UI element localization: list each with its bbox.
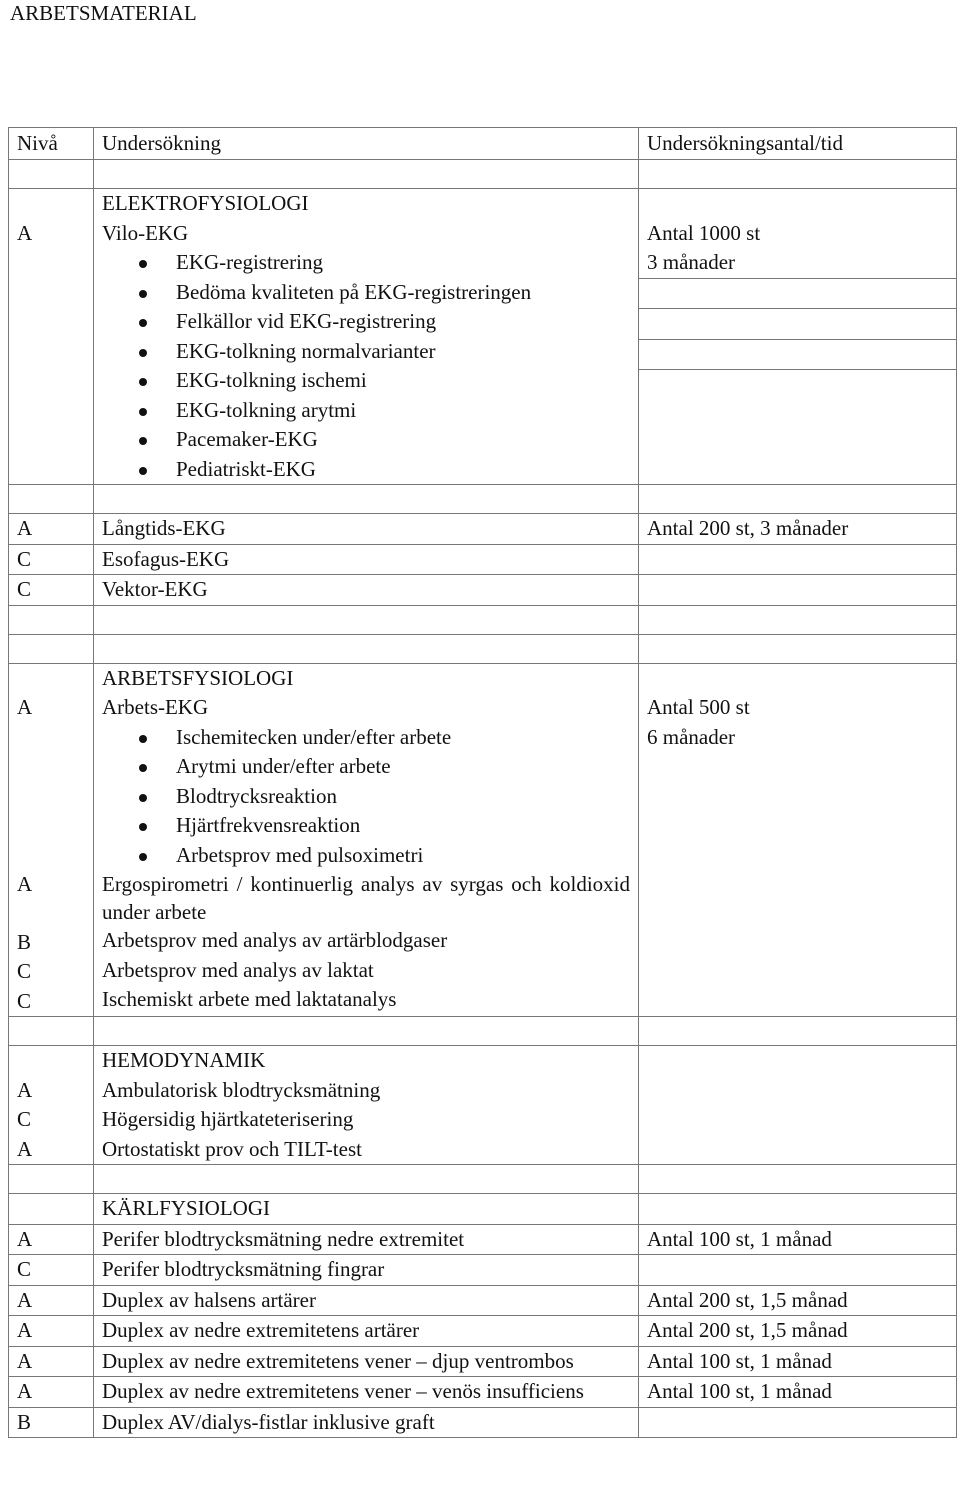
bullet-item: EKG-tolkning ischemi <box>102 366 638 396</box>
bullet-item: Felkällor vid EKG-registrering <box>102 307 638 337</box>
exam-name: Duplex av nedre extremitetens vener – djup ventrombos <box>102 1348 574 1373</box>
count-value: 6 månader <box>647 724 736 749</box>
bullet-item: Ischemitecken under/efter arbete <box>102 723 638 753</box>
level-value: A <box>17 1077 33 1102</box>
bullet-item: Pediatriskt-EKG <box>102 455 638 485</box>
level-value: A <box>17 1348 33 1373</box>
exam-name: Ortostatiskt prov och TILT-test <box>102 1136 362 1161</box>
table-row <box>9 1194 957 1225</box>
count-value: Antal 500 st <box>647 695 750 719</box>
bullet-item: Pacemaker-EKG <box>102 425 638 455</box>
level-value: B <box>17 1409 32 1434</box>
exam-name: Duplex av halsens artärer <box>102 1287 316 1312</box>
spacer-row <box>9 1165 957 1194</box>
header-count: Undersökningsantal/tid <box>639 128 957 160</box>
spacer-row <box>9 160 957 189</box>
level-value: C <box>17 988 32 1013</box>
level-value: B <box>17 929 32 954</box>
level-value: A <box>17 872 33 896</box>
table-row <box>9 189 957 485</box>
bullet-item: EKG-tolkning arytmi <box>102 396 638 426</box>
level-value: C <box>17 577 32 601</box>
level-cell <box>9 1046 94 1165</box>
level-value: C <box>17 1107 32 1131</box>
count-value: 3 månader <box>647 250 736 274</box>
count-value: Antal 200 st, 1,5 månad <box>647 1287 848 1312</box>
level-value: A <box>17 1226 33 1251</box>
table-row <box>9 1407 957 1438</box>
exam-cell <box>94 189 639 485</box>
bullet-item: Bedöma kvaliteten på EKG-registreringen <box>102 278 638 308</box>
exam-name: Duplex av nedre extremitetens vener – venös insufficiens <box>102 1379 584 1403</box>
count-cell <box>639 663 957 1017</box>
exam-name: Arbetsprov med analys av laktat <box>102 957 374 982</box>
table-row <box>9 1285 957 1316</box>
level-value: C <box>17 1257 32 1281</box>
spacer-row <box>9 485 957 514</box>
spacer-row <box>9 605 957 634</box>
bullet-item: Blodtrycksreaktion <box>102 782 638 812</box>
exam-name: Ergospirometri / kontinuerlig analys av syrgas och koldioxid under arbete <box>102 872 630 924</box>
bullet-item: Hjärtfrekvensreaktion <box>102 811 638 841</box>
level-value: A <box>17 1379 33 1403</box>
bullet-item: Arytmi under/efter arbete <box>102 752 638 782</box>
exam-name: Vilo-EKG <box>102 220 189 245</box>
table-row <box>9 1346 957 1377</box>
level-value: A <box>17 516 33 540</box>
count-value: Antal 100 st, 1 månad <box>647 1379 832 1403</box>
exam-name: Perifer blodtrycksmätning nedre extremitet <box>102 1226 465 1251</box>
table-row <box>9 1255 957 1286</box>
exam-name: Perifer blodtrycksmätning fingrar <box>102 1257 385 1281</box>
exam-name: Ischemiskt arbete med laktatanalys <box>102 987 397 1011</box>
count-value: Antal 100 st, 1 månad <box>647 1348 832 1373</box>
exam-name: Duplex AV/dialys-fistlar inklusive graft <box>102 1409 435 1434</box>
section-heading-arbetsfysiologi: ARBETSFYSIOLOGI <box>102 665 294 690</box>
header-level: Nivå <box>9 128 94 160</box>
header-exam: Undersökning <box>94 128 639 160</box>
count-cell <box>639 1046 957 1165</box>
spacer-row <box>9 1017 957 1046</box>
exam-name: Högersidig hjärtkateterisering <box>102 1107 354 1131</box>
exam-name: Långtids-EKG <box>102 516 226 540</box>
count-value: Antal 200 st, 1,5 månad <box>647 1318 848 1342</box>
table-row <box>9 514 957 545</box>
bullet-item: EKG-registrering <box>102 248 638 278</box>
level-cell <box>9 189 94 485</box>
exam-cell <box>94 663 639 1017</box>
bullet-item: Arbetsprov med pulsoximetri <box>102 841 638 871</box>
exam-name: Vektor-EKG <box>102 577 208 601</box>
level-value: A <box>17 220 33 245</box>
exam-name: Ambulatorisk blodtrycksmätning <box>102 1077 381 1102</box>
examination-table <box>8 127 957 1438</box>
level-value: A <box>17 695 33 719</box>
count-cell <box>639 189 957 485</box>
section-heading-hemodynamik: HEMODYNAMIK <box>102 1048 266 1072</box>
document-title: ARBETSMATERIAL <box>10 1 197 25</box>
count-value: Antal 1000 st <box>647 220 761 245</box>
table-row <box>9 1377 957 1408</box>
level-value: C <box>17 959 32 983</box>
exam-name: Duplex av nedre extremitetens artärer <box>102 1318 420 1342</box>
count-value: Antal 200 st, 3 månader <box>647 516 849 540</box>
section-heading-elektrofysiologi: ELEKTROFYSIOLOGI <box>102 191 309 215</box>
level-value: A <box>17 1318 33 1342</box>
section-heading-karlfysiologi: KÄRLFYSIOLOGI <box>102 1196 270 1220</box>
table-row <box>9 1046 957 1165</box>
table-header-row <box>9 128 957 160</box>
level-value: A <box>17 1136 33 1161</box>
exam-name: Arbetsprov med analys av artärblodgaser <box>102 928 448 952</box>
table-row <box>9 663 957 1017</box>
exam-cell <box>94 1046 639 1165</box>
exam-name: Esofagus-EKG <box>102 546 230 571</box>
table-row <box>9 544 957 575</box>
level-cell <box>9 663 94 1017</box>
level-value: C <box>17 546 32 571</box>
bullet-item: EKG-tolkning normalvarianter <box>102 337 638 367</box>
count-value: Antal 100 st, 1 månad <box>647 1226 832 1251</box>
table-row <box>9 1224 957 1255</box>
level-value: A <box>17 1287 33 1312</box>
table-row <box>9 1316 957 1347</box>
table-row <box>9 575 957 606</box>
exam-name: Arbets-EKG <box>102 695 209 719</box>
spacer-row <box>9 634 957 663</box>
